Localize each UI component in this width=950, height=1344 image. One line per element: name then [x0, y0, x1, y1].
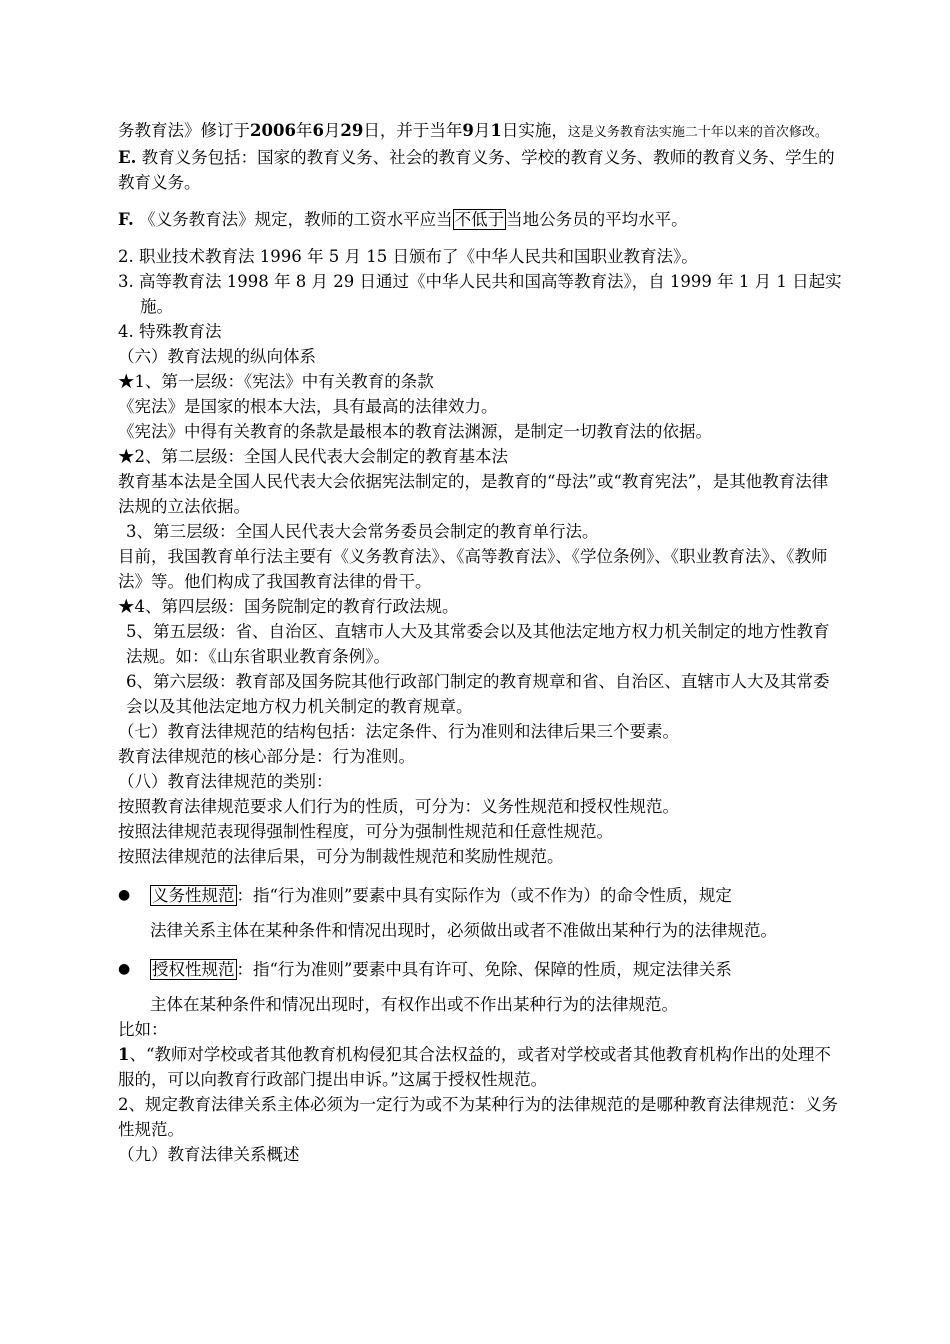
boxed-term: 不低于	[454, 210, 505, 229]
level-2-heading: ★2、第二层级：全国人民代表大会制定的教育基本法	[118, 447, 508, 466]
bullet-body	[150, 883, 842, 908]
item-text: 当地公务员的平均水平。	[506, 210, 688, 229]
paragraph-e	[118, 145, 842, 195]
bullet-text: ：指“行为准则”要素中具有实际作为（或不作为）的命令性质，规定	[236, 886, 732, 905]
text: 日实施，	[501, 121, 568, 140]
text: 务教育法》修订于	[118, 121, 250, 140]
bullet-continuation: 主体在某种条件和情况出现时，有权作出或不作出某种行为的法律规范。	[150, 995, 678, 1014]
bullet-item-obligatory	[118, 883, 842, 908]
small-note: 这是义务教育法实施二十年以来的首次修改。	[567, 125, 828, 140]
example-text: 、“教师对学校或者其他教育机构侵犯其合法权益的，或者对学校或者其他教育机构作出的处理不服的，可以向教育行政部门提出申诉。”这属于授权性规范。	[118, 1045, 831, 1089]
level-2-text: 教育基本法是全国人民代表大会依据宪法制定的，是教育的“母法”或“教育宪法”，是其他教育法律法规的立法依据。	[118, 472, 829, 516]
boxed-term: 义务性规范	[152, 886, 235, 905]
level-4-heading: ★4、第四层级：国务院制定的教育行政法规。	[118, 597, 459, 616]
bullet-continuation: 法律关系主体在某种条件和情况出现时，必须做出或者不准做出某种行为的法律规范。	[150, 921, 777, 940]
level-5-heading: 5、第五层级：省、自治区、直辖市人大及其常委会以及其他法定地方权力机关制定的地方性教育法规。如：《山东省职业教育条例》。	[126, 622, 830, 666]
example-2: 2、规定教育法律关系主体必须为一定行为或不为某种行为的法律规范的是哪种教育法律规范：义务性规范。	[118, 1095, 838, 1139]
level-3-heading: 3、第三层级：全国人民代表大会常务委员会制定的教育单行法。	[126, 522, 599, 541]
section-7-text: 教育法律规范的核心部分是：行为准则。	[118, 747, 415, 766]
section-8-text: 按照法律规范的法律后果，可分为制裁性规范和奖励性规范。	[118, 847, 564, 866]
month: 9	[462, 121, 474, 140]
level-1-heading: ★1、第一层级：《宪法》中有关教育的条款	[118, 372, 434, 391]
section-8-text: 按照教育法律规范要求人们行为的性质，可分为：义务性规范和授权性规范。	[118, 797, 679, 816]
text: 日，并于当年	[363, 121, 463, 140]
month: 6	[312, 121, 324, 140]
numbered-item-4: 4. 特殊教育法	[118, 322, 222, 341]
level-1-text: 《宪法》中得有关教育的条款是最根本的教育法渊源，是制定一切教育法的依据。	[118, 422, 712, 441]
section-heading-7: （七）教育法律规范的结构包括：法定条件、行为准则和法律后果三个要素。	[118, 722, 679, 741]
paragraph-revision-date	[118, 118, 842, 145]
level-6-heading: 6、第六层级：教育部及国务院其他行政部门制定的教育规章和省、自治区、直辖市人大及其常委会以及其他法定地方权力机关制定的教育规章。	[126, 672, 830, 716]
level-3-text: 目前，我国教育单行法主要有《义务教育法》、《高等教育法》、《学位条例》、《职业教育法》、《教师法》等。他们构成了我国教育法律的骨干。	[118, 547, 828, 591]
section-heading-9: （九）教育法律关系概述	[118, 1145, 300, 1164]
bullet-icon: ●	[118, 887, 131, 903]
boxed-term: 授权性规范	[152, 960, 235, 979]
item-label: F.	[118, 210, 134, 229]
item-text: 教育义务包括：国家的教育义务、社会的教育义务、学校的教育义务、教师的教育义务、学生的教育义务。	[118, 148, 835, 192]
section-heading-6: （六）教育法规的纵向体系	[118, 347, 316, 366]
bullet-icon: ●	[118, 961, 131, 977]
day: 1	[490, 121, 502, 140]
item-text: 《义务教育法》规定，教师的工资水平应当	[139, 210, 453, 229]
text: 月	[473, 121, 491, 140]
paragraph-f	[118, 207, 842, 232]
bullet-item-authorizing	[118, 957, 842, 982]
text: 月	[323, 121, 341, 140]
bullet-text: ：指“行为准则”要素中具有许可、免除、保障的性质，规定法律关系	[236, 960, 732, 979]
document-page	[118, 118, 842, 1167]
section-heading-8: （八）教育法律规范的类别：	[118, 772, 333, 791]
bullet-body	[150, 957, 842, 982]
numbered-item-3: 3. 高等教育法 1998 年 8 月 29 日通过《中华人民共和国高等教育法》，自 1999 年 1 月 1 日起实施。	[118, 272, 842, 316]
example-1	[118, 1042, 842, 1092]
level-1-text: 《宪法》是国家的根本大法，具有最高的法律效力。	[118, 397, 498, 416]
day: 29	[340, 121, 364, 140]
example-number: 1	[118, 1045, 130, 1064]
item-label: E.	[118, 148, 137, 167]
section-8-text: 按照法律规范表现得强制性程度，可分为强制性规范和任意性规范。	[118, 822, 613, 841]
numbered-item-2: 2. 职业技术教育法 1996 年 5 月 15 日颁布了《中华人民共和国职业教育法》。	[118, 247, 698, 266]
example-heading: 比如：	[118, 1020, 168, 1039]
text: 年	[295, 121, 313, 140]
year: 2006	[250, 121, 296, 140]
